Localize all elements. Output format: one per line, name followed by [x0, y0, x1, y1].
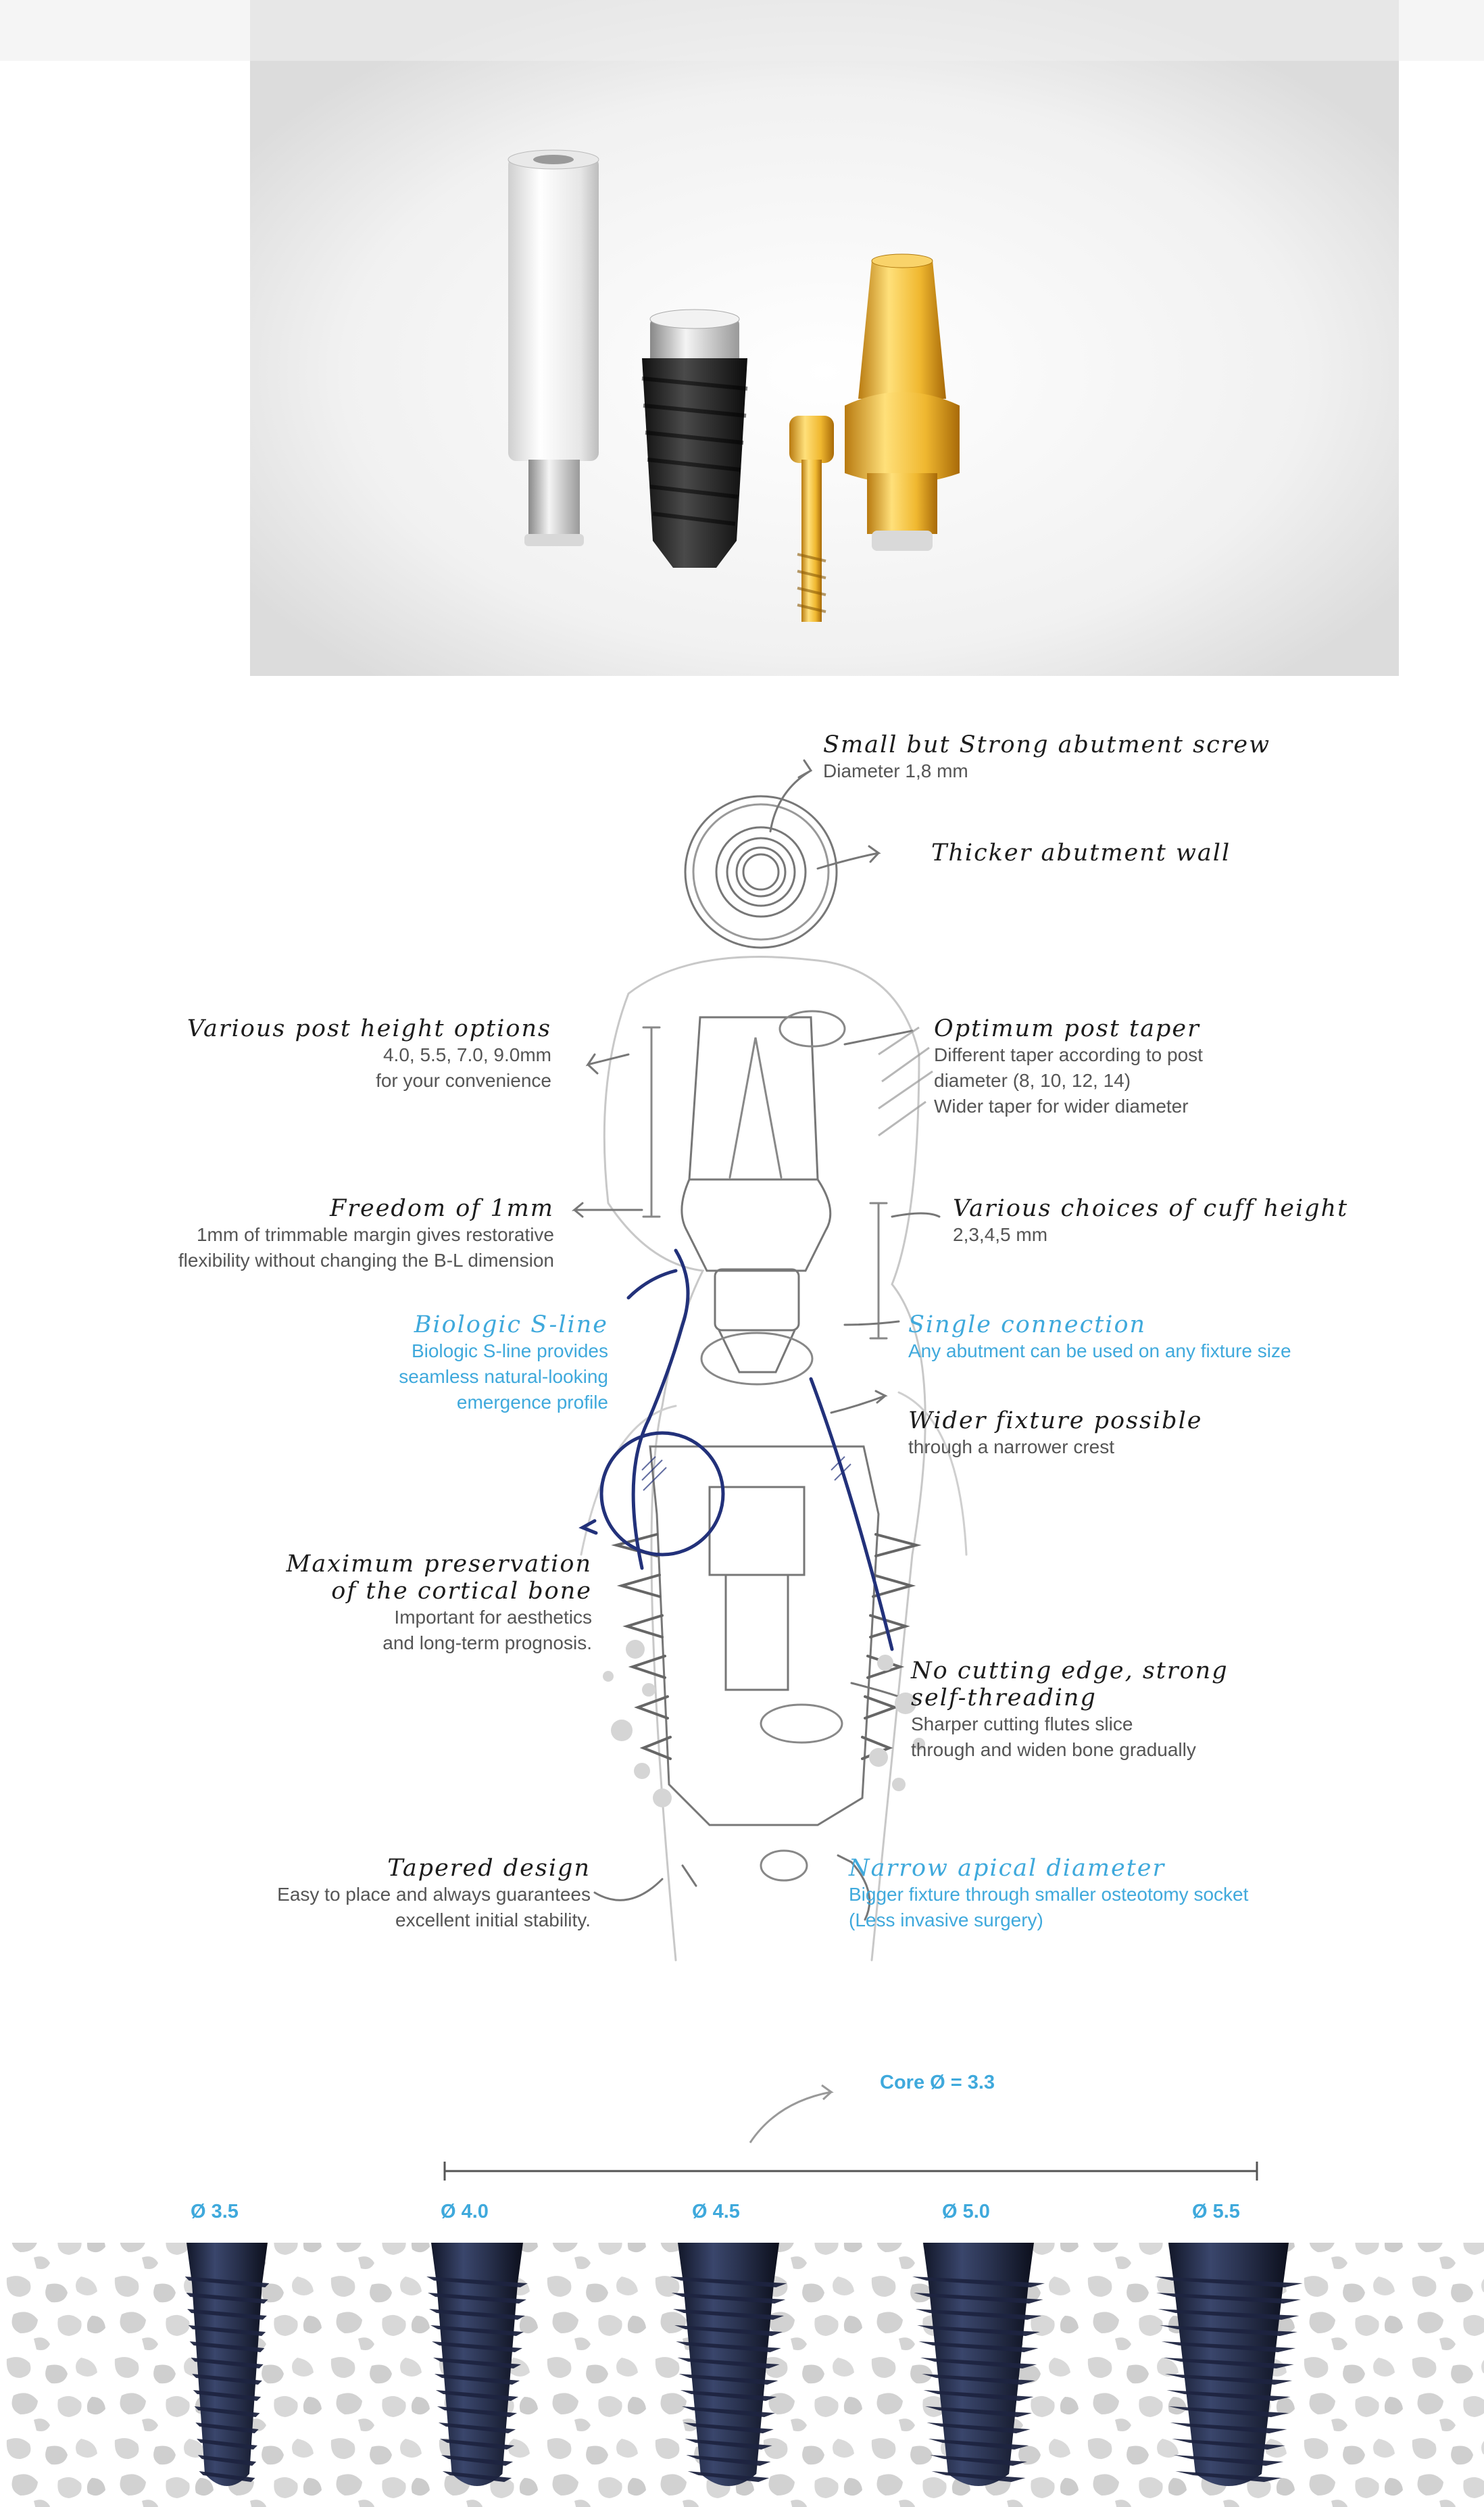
annotation-title-line: of the cortical bone: [331, 1578, 592, 1605]
annotation-desc-line: through a narrower crest: [908, 1436, 1115, 1457]
annotation-title: Various post height options: [187, 1015, 551, 1042]
diameter-label: Ø 5.0: [942, 2201, 990, 2222]
annotation-desc-line: 1mm of trimmable margin gives restorative: [196, 1224, 554, 1245]
diameter-label: Ø 5.5: [1192, 2201, 1240, 2222]
annotation-desc-line: Bigger fixture through smaller osteotomy socket: [849, 1884, 1249, 1905]
annotation-desc-line: seamless natural-looking: [399, 1366, 608, 1387]
annotation-title: Thicker abutment wall: [931, 839, 1231, 867]
annotation-title: Wider fixture possible: [908, 1407, 1203, 1434]
annotation-title-line: self-threading: [911, 1684, 1097, 1711]
annotation-title: Narrow apical diameter: [849, 1855, 1166, 1882]
annotation-desc-line: through and widen bone gradually: [911, 1739, 1196, 1760]
annotation-desc-line: flexibility without changing the B-L dimension: [178, 1250, 554, 1271]
annotation-desc-line: 2,3,4,5 mm: [953, 1224, 1048, 1245]
annotation-desc-line: diameter (8, 10, 12, 14): [934, 1070, 1131, 1091]
annotation-desc-line: (Less invasive surgery): [849, 1909, 1043, 1930]
diameter-label: Ø 3.5: [191, 2201, 239, 2222]
annotation-desc-line: Any abutment can be used on any fixture size: [908, 1340, 1291, 1361]
annotation-desc-line: Important for aesthetics: [394, 1607, 592, 1628]
annotation-title: Small but Strong abutment screw: [823, 731, 1271, 758]
diameter-label: Ø 4.5: [692, 2201, 740, 2222]
annotation-title: Single connection: [908, 1311, 1147, 1338]
annotation-desc-line: Different taper according to post: [934, 1044, 1203, 1065]
annotation-desc-line: 4.0, 5.5, 7.0, 9.0mm: [382, 1044, 551, 1065]
annotation-title-line: Maximum preservation: [286, 1551, 592, 1578]
annotation-title: Freedom of 1mm: [329, 1195, 554, 1222]
annotation-title-line: No cutting edge, strong: [911, 1657, 1229, 1684]
annotation-title: Various choices of cuff height: [953, 1195, 1349, 1222]
annotation-desc-line: excellent initial stability.: [395, 1909, 591, 1930]
annotation-title: Tapered design: [387, 1855, 591, 1882]
core-diameter-label: Core Ø = 3.3: [880, 2072, 995, 2093]
annotation-desc-line: for your convenience: [376, 1070, 551, 1091]
annotation-desc-line: and long-term prognosis.: [382, 1632, 592, 1653]
annotation-desc-line: Easy to place and always guarantees: [277, 1884, 591, 1905]
annotation-title: Biologic S-line: [414, 1311, 608, 1338]
annotation-title: Optimum post taper: [934, 1015, 1200, 1042]
annotation-desc-line: Wider taper for wider diameter: [934, 1096, 1189, 1117]
annotation-desc-line: Biologic S-line provides: [411, 1340, 608, 1361]
annotation-desc: Diameter 1,8 mm: [823, 760, 968, 781]
annotation-desc-line: Sharper cutting flutes slice: [911, 1713, 1133, 1734]
diameter-label: Ø 4.0: [441, 2201, 489, 2222]
annotation-desc-line: emergence profile: [456, 1392, 608, 1413]
